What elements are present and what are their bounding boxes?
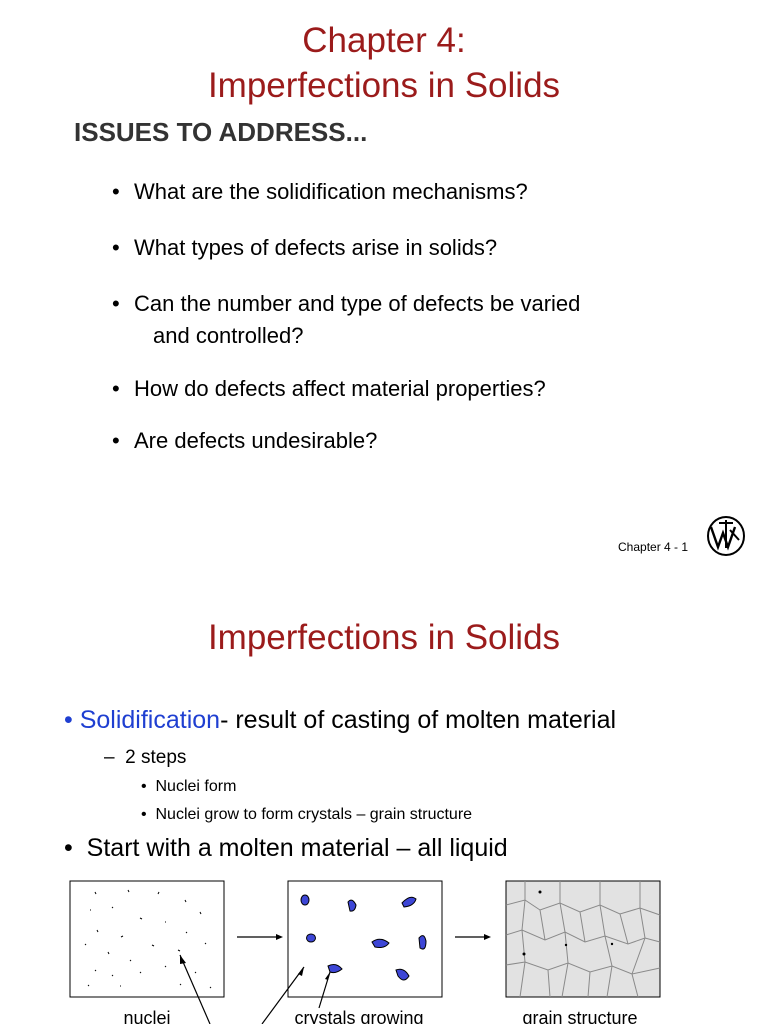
bullet-item <box>112 288 580 319</box>
caption-nuclei: nuclei <box>123 1008 171 1024</box>
bullet-icon: • <box>112 179 120 204</box>
arrow-1-head <box>276 934 283 940</box>
solidification-diagram-svg <box>0 870 768 1024</box>
slide1-title-line2: Imperfections in Solids <box>207 66 561 105</box>
bullet-text: How do defects affect material properties? <box>134 376 546 401</box>
bullet-text: What are the solidification mechanisms? <box>134 179 528 204</box>
solidification-line <box>64 706 616 735</box>
molten-line <box>64 834 508 863</box>
bullet-item <box>112 373 546 404</box>
bullet-icon: • <box>112 428 120 453</box>
page-footer: Chapter 4 - 1 <box>618 540 689 554</box>
issues-heading: ISSUES TO ADDRESS... <box>74 117 368 147</box>
bullet-item <box>112 232 497 263</box>
caption-grain: grain structure <box>522 1008 638 1024</box>
bullet-icon: • <box>112 376 120 401</box>
arrow-2-head <box>484 934 491 940</box>
bullet-text: Are defects undesirable? <box>134 428 378 453</box>
bullet-continuation: and controlled? <box>153 323 304 348</box>
bullet-icon: • <box>141 806 147 823</box>
step-text: Nuclei grow to form crystals – grain structure <box>155 806 473 823</box>
bullet-text: What types of defects arise in solids? <box>134 235 498 260</box>
bullet-icon: • <box>141 778 147 795</box>
slide1-title-line1: Chapter 4: <box>302 21 466 60</box>
dash-icon: – <box>104 747 115 768</box>
bullet-icon: • <box>64 706 73 734</box>
step-item <box>141 778 236 796</box>
bullet-icon: • <box>64 834 73 862</box>
caption-crystals: crystals growing <box>294 1008 424 1024</box>
bullet-item <box>112 425 377 456</box>
solidification-term: Solidification <box>79 706 221 734</box>
step-item <box>141 806 472 824</box>
molten-text: Start with a molten material – all liquid <box>86 834 508 862</box>
wiley-logo-icon <box>706 515 746 562</box>
bullet-text: Can the number and type of defects be varied <box>134 291 581 316</box>
bullet-icon: • <box>112 235 120 260</box>
step-text: Nuclei form <box>155 778 237 795</box>
bullet-item <box>112 176 528 207</box>
nuclei-box <box>70 881 224 997</box>
steps-text: 2 steps <box>125 747 187 768</box>
bullet-icon: • <box>112 291 120 316</box>
grain-box <box>506 881 660 997</box>
solidification-definition: - result of casting of molten material <box>220 706 617 734</box>
solidification-diagram <box>0 870 768 1024</box>
steps-line <box>104 747 186 769</box>
slide2-title: Imperfections in Solids <box>207 618 561 657</box>
